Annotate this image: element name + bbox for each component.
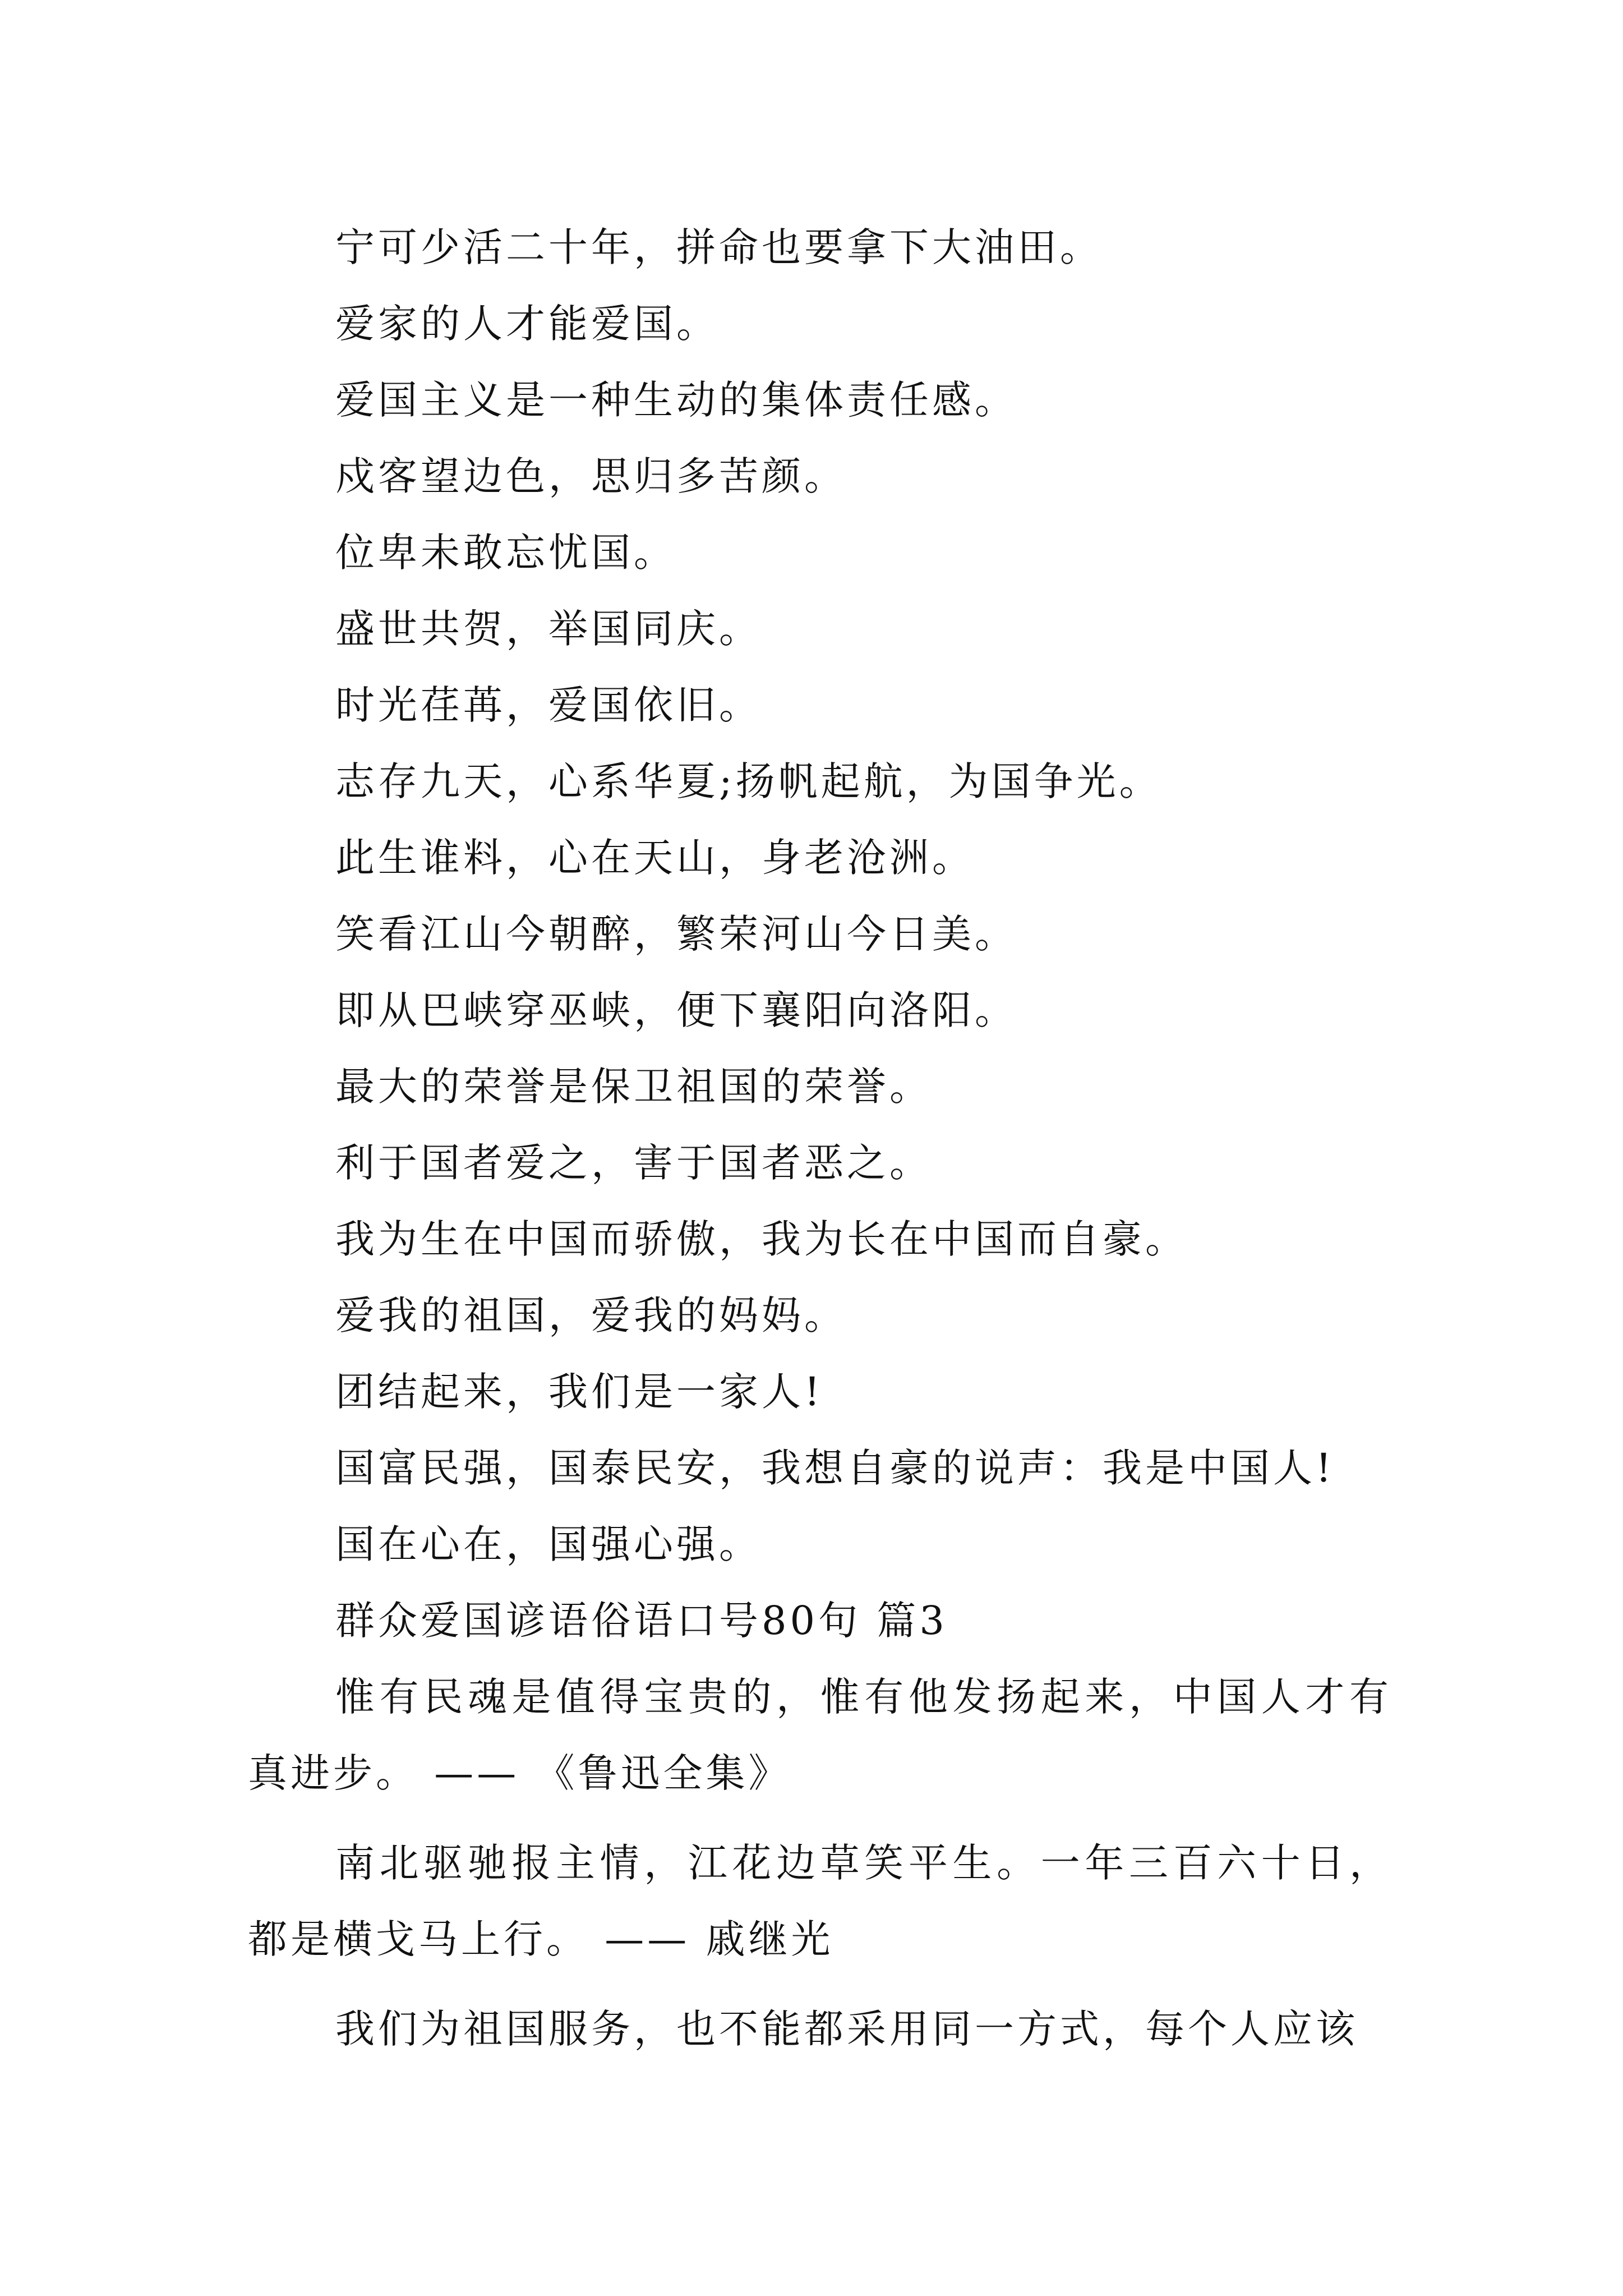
slogan-line: 国富民强，国泰民安，我想自豪的说声：我是中国人! xyxy=(335,1445,1335,1491)
quote-paragraph: 惟有民魂是值得宝贵的，惟有他发扬起来，中国人才有真进步。 —— 《鲁迅全集》 xyxy=(248,1674,1392,1796)
slogan-line: 爱国主义是一种生动的集体责任感。 xyxy=(335,377,1017,423)
slogan-line: 戍客望边色，思归多苦颜。 xyxy=(335,453,847,499)
slogan-line: 时光荏苒，爱国依旧。 xyxy=(335,682,762,728)
slogan-line: 即从巴峡穿巫峡，便下襄阳向洛阳。 xyxy=(335,987,1017,1033)
slogan-line: 国在心在，国强心强。 xyxy=(335,1521,762,1567)
slogan-line: 爱我的祖国，爱我的妈妈。 xyxy=(335,1292,847,1338)
quote-paragraph: 我们为祖国服务，也不能都采用同一方式，每个人应该 xyxy=(335,2006,1358,2052)
slogan-line: 最大的荣誉是保卫祖国的荣誉。 xyxy=(335,1064,932,1110)
slogan-line: 我为生在中国而骄傲，我为长在中国而自豪。 xyxy=(335,1216,1188,1262)
slogan-line: 团结起来，我们是一家人! xyxy=(335,1369,824,1415)
slogan-line: 爱家的人才能爱国。 xyxy=(335,301,719,347)
slogan-line: 宁可少活二十年，拼命也要拿下大油田。 xyxy=(335,224,1103,270)
slogan-line: 位卑未敢忘忧国。 xyxy=(335,530,676,576)
slogan-line: 志存九天，心系华夏;扬帆起航，为国争光。 xyxy=(335,758,1162,804)
slogan-line: 此生谁料，心在天山，身老沧洲。 xyxy=(335,835,975,881)
quote-paragraph: 南北驱驰报主情，江花边草笑平生。一年三百六十日，都是横戈马上行。 —— 戚继光 xyxy=(248,1840,1392,1962)
section-heading: 群众爱国谚语俗语口号80句 篇3 xyxy=(335,1598,948,1644)
document-body xyxy=(248,209,1392,2081)
slogan-line: 笑看江山今朝醉，繁荣河山今日美。 xyxy=(335,911,1017,957)
slogan-line: 盛世共贺，举国同庆。 xyxy=(335,606,762,652)
slogan-line: 利于国者爱之，害于国者恶之。 xyxy=(335,1140,932,1186)
